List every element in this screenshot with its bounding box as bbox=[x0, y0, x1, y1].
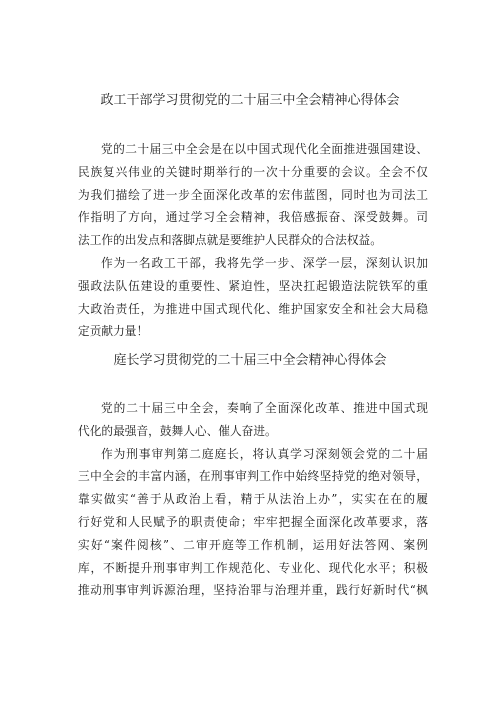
section2-line: 三中全会的丰富内涵，在刑事审判工作中始终坚持党的绝对领导， bbox=[78, 469, 428, 483]
section1-line: 党的二十届三中全会是在以中国式现代化全面推进强国建设、 bbox=[101, 142, 428, 156]
section2-line: 库，不断提升刑事审判工作规范化、专业化、现代化水平；积极 bbox=[78, 561, 428, 575]
section2-line: 实好“案件阅核”、二审开庭等工作机制，运用好法答网、案例 bbox=[78, 538, 428, 552]
section2-line: 推动刑事审判诉源治理，坚持治罪与治理并重，践行好新时代“枫 bbox=[78, 583, 428, 597]
section2-line: 靠实做实“善于从政治上看，精于从法治上办”，实实在在的履 bbox=[78, 492, 428, 506]
section2-line: 作为刑事审判第二庭庭长，将认真学习深刻领会党的二十届 bbox=[101, 447, 428, 461]
section2-line: 代化的最强音，鼓舞人心、催人奋进。 bbox=[78, 424, 277, 438]
section1-line: 为我们描绘了进一步全面深化改革的宏伟蓝图，同时也为司法工 bbox=[78, 188, 428, 202]
section1-line: 法工作的出发点和落脚点就是要维护人民群众的合法权益。 bbox=[78, 233, 382, 247]
section1-line: 大政治责任，为推进中国式现代化、维护国家安全和社会大局稳 bbox=[78, 302, 428, 316]
section2-line: 行好党和人民赋予的职责使命；牢牢把握全面深化改革要求，落 bbox=[78, 515, 428, 529]
section1-line: 强政法队伍建设的重要性、紧迫性，坚决扛起锻造法院铁军的重 bbox=[78, 279, 428, 293]
section1-line: 定贡献力量！ bbox=[78, 324, 149, 338]
section-2-title: 庭长学习贯彻党的二十届三中全会精神心得体会 bbox=[113, 353, 387, 368]
section2-line: 党的二十届三中全会，奏响了全面深化改革、推进中国式现 bbox=[101, 401, 428, 415]
section1-line: 作为一名政工干部，我将先学一步、深学一层，深刻认识加 bbox=[101, 256, 428, 270]
section-1-title: 政工干部学习贯彻党的二十届三中全会精神心得体会 bbox=[100, 93, 400, 108]
section1-line: 作指明了方向，通过学习全会精神，我倍感振奋、深受鼓舞。司 bbox=[78, 210, 428, 224]
section1-line: 民族复兴伟业的关键时期举行的一次十分重要的会议。全会不仅 bbox=[78, 165, 428, 179]
